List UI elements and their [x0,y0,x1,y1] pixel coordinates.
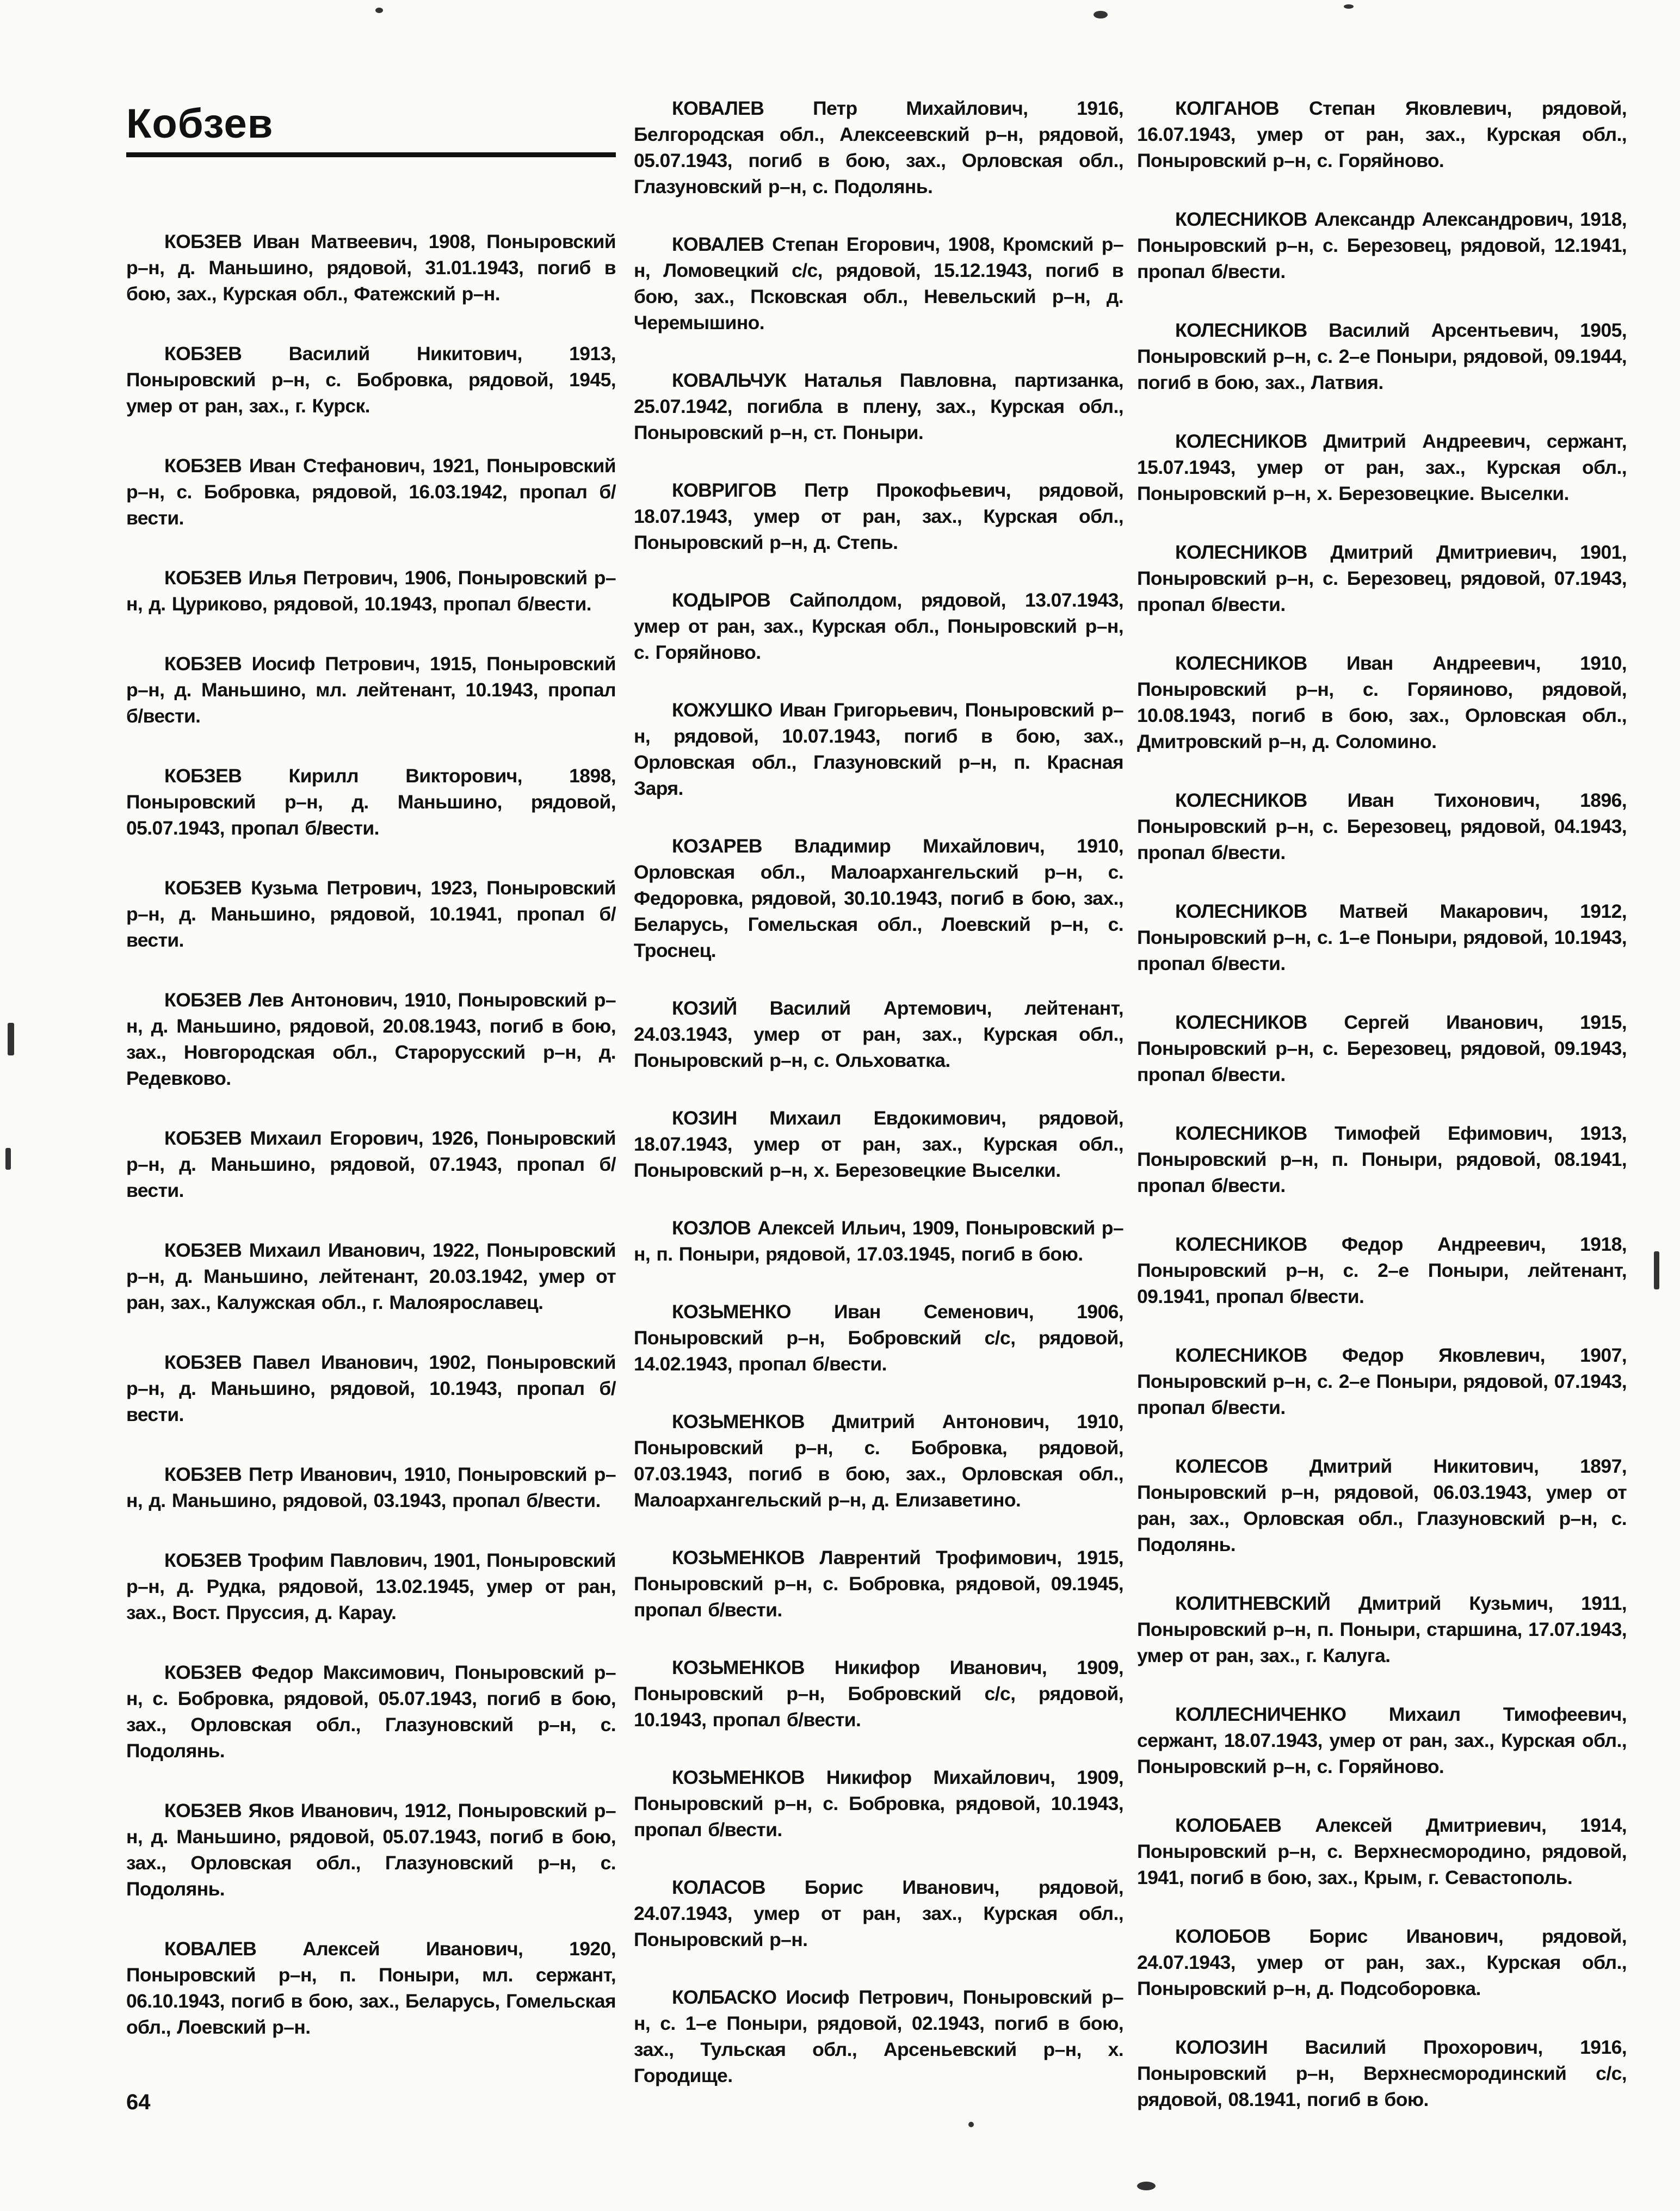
entry: КОЛЛЕСНИЧЕНКО Михаил Тимофеевич, сержант, 18.07.1943, умер от ран, зах., Курская обл., Поныровский р–н, с. Горяйново. [1137,1703,1627,1777]
entry: КОЛЕСОВ Дмитрий Никитович, 1897, Поныровский р–н, рядовой, 06.03.1943, умер от ран, зах., Орловская обл., Глазуновский р–н, с. Подолянь. [1137,1455,1627,1555]
entry: КОЗЬМЕНКОВ Никифор Михайлович, 1909, Поныровский р–н, с. Бобровка, рядовой, 10.1943, пропал б/вести. [634,1767,1123,1841]
scan-speck [5,1148,11,1170]
entry: КОЗИЙ Василий Артемович, лейтенант, 24.03.1943, умер от ран, зах., Курская обл., Поныровский р–н, с. Ольховатка. [634,997,1123,1071]
entry: КОЗЬМЕНКО Иван Семенович, 1906, Поныровский р–н, Бобровский с/с, рядовой, 14.02.1943, пропал б/вести. [634,1301,1123,1375]
entry: КОБЗЕВ Кирилл Викторович, 1898, Поныровский р–н, д. Маньшино, рядовой, 05.07.1943, пропал б/вести. [126,765,616,839]
entry: КОБЗЕВ Михаил Егорович, 1926, Поныровский р–н, д. Маньшино, рядовой, 07.1943, пропал б/вести. [126,1127,616,1201]
entry: КОЛЕСНИКОВ Матвей Макарович, 1912, Поныровский р–н, с. 1–е Поныри, рядовой, 10.1943, пропал б/вести. [1137,900,1627,974]
entry: КОБЗЕВ Кузьма Петрович, 1923, Поныровский р–н, д. Маньшино, рядовой, 10.1941, пропал б/вести. [126,877,616,951]
entry: КОЛЕСНИКОВ Тимофей Ефимович, 1913, Поныровский р–н, п. Поныри, рядовой, 08.1941, пропал б/вести. [1137,1122,1627,1196]
entry: КОЗЛОВ Алексей Ильич, 1909, Поныровский р–н, п. Поныри, рядовой, 17.03.1945, погиб в бою. [634,1217,1123,1265]
entry: КОБЗЕВ Иосиф Петрович, 1915, Поныровский р–н, д. Маньшино, мл. лейтенант, 10.1943, пропал б/вести. [126,653,616,727]
page-number: 64 [126,2090,151,2114]
entry: КОБЗЕВ Михаил Иванович, 1922, Поныровский р–н, д. Маньшино, лейтенант, 20.03.1942, умер от ран, зах., Калужская обл., г. Малоярославец. [126,1239,616,1313]
entry: КОЛЕСНИКОВ Василий Арсентьевич, 1905, Поныровский р–н, с. 2–е Поныри, рядовой, 09.1944, погиб в бою, зах., Латвия. [1137,319,1627,393]
entry: КОЗЬМЕНКОВ Лаврентий Трофимович, 1915, Поныровский р–н, с. Бобровка, рядовой, 09.1945, пропал б/вести. [634,1547,1123,1621]
scan-speck [1344,4,1354,9]
entry: КОДЫРОВ Сайполдом, рядовой, 13.07.1943, умер от ран, зах., Курская обл., Поныровский р–н, с. Горяйново. [634,589,1123,663]
entry: КОВАЛЕВ Алексей Иванович, 1920, Поныровский р–н, п. Поныри, мл. сержант, 06.10.1943, погиб в бою, зах., Беларусь, Гомельская обл., Лоевский р–н. [126,1938,616,2038]
entry: КОЛЕСНИКОВ Иван Тихонович, 1896, Поныровский р–н, с. Березовец, рядовой, 04.1943, пропал б/вести. [1137,789,1627,863]
entry: КОБЗЕВ Яков Иванович, 1912, Поныровский р–н, д. Маньшино, рядовой, 05.07.1943, погиб в бою, зах., Орловская обл., Глазуновский р–н, с. Подолянь. [126,1800,616,1900]
column-1 [126,228,616,2074]
entry: КОЛЕСНИКОВ Федор Андреевич, 1918, Поныровский р–н, с. 2–е Поныри, лейтенант, 09.1941, пропал б/вести. [1137,1233,1627,1307]
entry: КОЛЕСНИКОВ Федор Яковлевич, 1907, Поныровский р–н, с. 2–е Поныри, рядовой, 07.1943, пропал б/вести. [1137,1344,1627,1418]
entry: КОБЗЕВ Федор Максимович, Поныровский р–н, с. Бобровка, рядовой, 05.07.1943, погиб в бою, зах., Орловская обл., Глазуновский р–н, с. Подолянь. [126,1662,616,1762]
entry: КОЛАСОВ Борис Иванович, рядовой, 24.07.1943, умер от ран, зах., Курская обл., Поныровский р–н. [634,1876,1123,1950]
entry: КОЗАРЕВ Владимир Михайлович, 1910, Орловская обл., Малоархангельский р–н, с. Федоровка, рядовой, 30.10.1943, погиб в бою, зах., Беларусь, Гомельская обл., Лоевский р–н, с. Троснец. [634,835,1123,961]
entry: КОВАЛЬЧУК Наталья Павловна, партизанка, 25.07.1942, погибла в плену, зах., Курская обл., Поныровский р–н, ст. Поныри. [634,369,1123,443]
entry: КОЛОБОВ Борис Иванович, рядовой, 24.07.1943, умер от ран, зах., Курская обл., Поныровский р–н, д. Подсоборовка. [1137,1925,1627,1999]
entry: КОЖУШКО Иван Григорьевич, Поныровский р–н, рядовой, 10.07.1943, погиб в бою, зах., Орловская обл., Глазуновский р–н, п. Красная Заря. [634,699,1123,799]
entry: КОБЗЕВ Иван Стефанович, 1921, Поныровский р–н, с. Бобровка, рядовой, 16.03.1942, пропал б/вести. [126,455,616,529]
entry: КОЛЕСНИКОВ Александр Александрович, 1918, Поныровский р–н, с. Березовец, рядовой, 12.1941, пропал б/вести. [1137,208,1627,282]
section-title: Кобзев [126,102,616,157]
scan-speck [1654,1251,1659,1289]
entry: КОЛГАНОВ Степан Яковлевич, рядовой, 16.07.1943, умер от ран, зах., Курская обл., Поныровский р–н, с. Горяйново. [1137,97,1627,171]
scan-speck [8,1023,14,1055]
entry: КОБЗЕВ Василий Никитович, 1913, Поныровский р–н, с. Бобровка, рядовой, 1945, умер от ран, зах., г. Курск. [126,343,616,417]
entry: КОЛБАСКО Иосиф Петрович, Поныровский р–н, с. 1–е Поныри, рядовой, 02.1943, погиб в бою, зах., Тульская обл., Арсеньевский р–н, х. Городище. [634,1986,1123,2086]
entry: КОЛЕСНИКОВ Иван Андреевич, 1910, Поныровский р–н, с. Горяиново, рядовой, 10.08.1943, погиб в бою, зах., Орловская обл., Дмитровский р–н, д. Соломино. [1137,652,1627,752]
entry: КОЗЬМЕНКОВ Никифор Иванович, 1909, Поныровский р–н, Бобровский с/с, рядовой, 10.1943, пропал б/вести. [634,1657,1123,1731]
entry: КОБЗЕВ Павел Иванович, 1902, Поныровский р–н, д. Маньшино, рядовой, 10.1943, пропал б/вести. [126,1351,616,1425]
entry: КОЗЬМЕНКОВ Дмитрий Антонович, 1910, Поныровский р–н, с. Бобровка, рядовой, 07.03.1943, погиб в бою, зах., Орловская обл., Малоархангельский р–н, д. Елизаветино. [634,1411,1123,1511]
entry: КОБЗЕВ Петр Иванович, 1910, Поныровский р–н, д. Маньшино, рядовой, 03.1943, пропал б/вести. [126,1463,616,1511]
entry: КОВРИГОВ Петр Прокофьевич, рядовой, 18.07.1943, умер от ран, зах., Курская обл., Поныровский р–н, д. Степь. [634,479,1123,553]
entry: КОЛЕСНИКОВ Сергей Иванович, 1915, Поныровский р–н, с. Березовец, рядовой, 09.1943, пропал б/вести. [1137,1011,1627,1085]
scan-speck [1137,2182,1156,2190]
entry: КОЗИН Михаил Евдокимович, рядовой, 18.07.1943, умер от ран, зах., Курская обл., Поныровский р–н, х. Березовецкие Выселки. [634,1107,1123,1181]
entry: КОЛИТНЕВСКИЙ Дмитрий Кузьмич, 1911, Поныровский р–н, п. Поныри, старшина, 17.07.1943, умер от ран, зах., г. Калуга. [1137,1592,1627,1666]
entry: КОЛЕСНИКОВ Дмитрий Андреевич, сержант, 15.07.1943, умер от ран, зах., Курская обл., Поныровский р–н, х. Березовецкие. Выселки. [1137,430,1627,504]
scan-speck [968,2122,974,2127]
scan-speck [1094,11,1108,18]
entry: КОВАЛЕВ Степан Егорович, 1908, Кромский р–н, Ломовецкий с/с, рядовой, 15.12.1943, погиб в бою, зах., Псковская обл., Невельский р–н, д. Черемышино. [634,233,1123,333]
entry: КОБЗЕВ Илья Петрович, 1906, Поныровский р–н, д. Цуриково, рядовой, 10.1943, пропал б/вести. [126,567,616,615]
column-2 [634,95,1123,2120]
entry: КОБЗЕВ Лев Антонович, 1910, Поныровский р–н, д. Маньшино, рядовой, 20.08.1943, погиб в бою, зах., Новгородская обл., Старорусский р–н, д. Редевково. [126,989,616,1089]
column-3 [1137,95,1627,2145]
entry: КОЛЕСНИКОВ Дмитрий Дмитриевич, 1901, Поныровский р–н, с. Березовец, рядовой, 07.1943, пропал б/вести. [1137,541,1627,615]
entry: КОЛОЗИН Василий Прохорович, 1916, Поныровский р–н, Верхнесмородинский с/с, рядовой, 08.1941, погиб в бою. [1137,2036,1627,2110]
entry: КОБЗЕВ Иван Матвеевич, 1908, Поныровский р–н, д. Маньшино, рядовой, 31.01.1943, погиб в бою, зах., Курская обл., Фатежский р–н. [126,231,616,305]
entry: КОЛОБАЕВ Алексей Дмитриевич, 1914, Поныровский р–н, с. Верхнесмородино, рядовой, 1941, погиб в бою, зах., Крым, г. Севастополь. [1137,1814,1627,1888]
entry: КОВАЛЕВ Петр Михайлович, 1916, Белгородская обл., Алексеевский р–н, рядовой, 05.07.1943, погиб в бою, зах., Орловская обл., Глазуновский р–н, с. Подолянь. [634,97,1123,197]
scan-speck [375,8,383,13]
entry: КОБЗЕВ Трофим Павлович, 1901, Поныровский р–н, д. Рудка, рядовой, 13.02.1945, умер от ран, зах., Вост. Пруссия, д. Карау. [126,1549,616,1623]
